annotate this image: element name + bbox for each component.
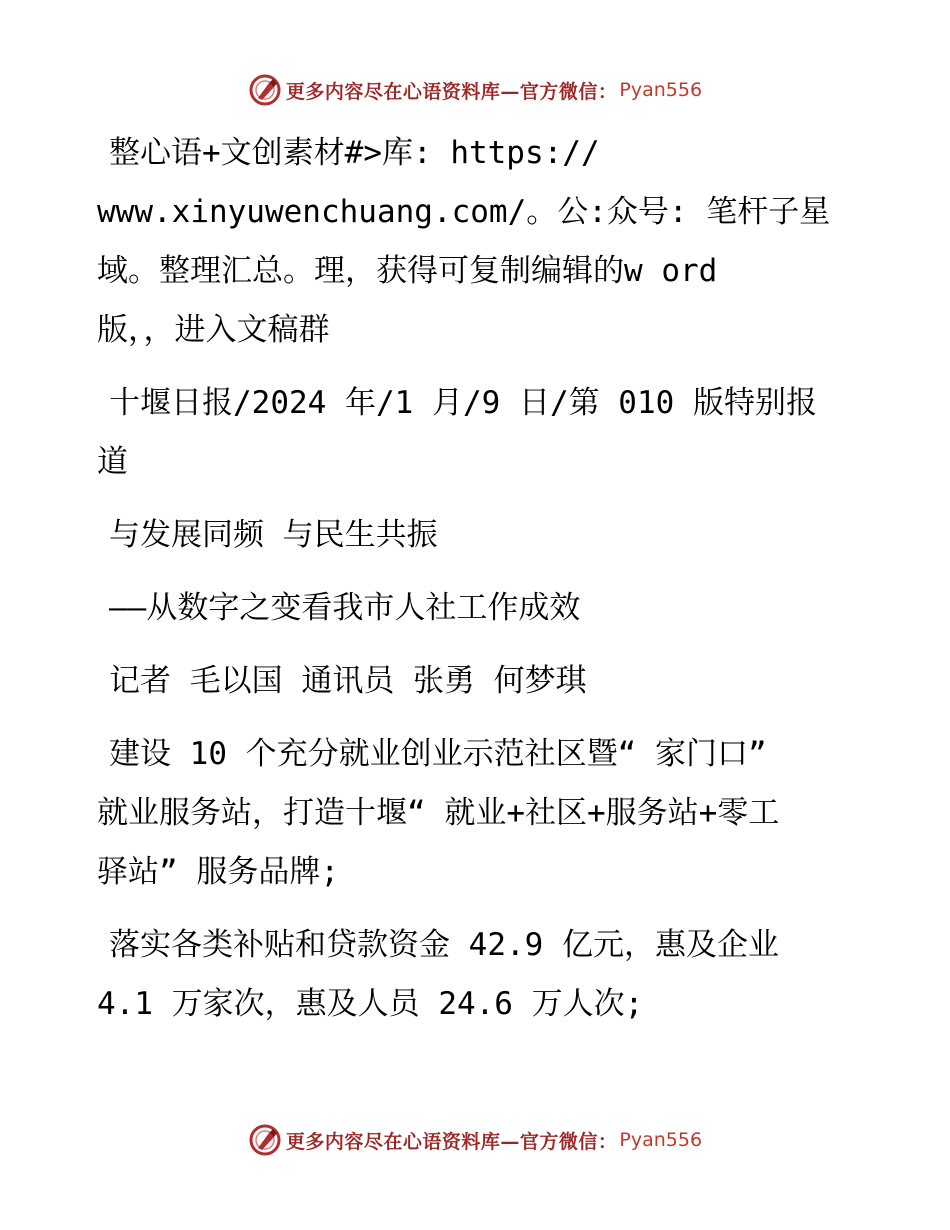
text-line: 版，，进入文稿群 <box>97 312 330 348</box>
paragraph-subsidies <box>97 916 857 1034</box>
text-line: 建设 10 个充分就业创业示范社区暨“ 家门口” <box>109 736 767 772</box>
banner-wechat-id: Pyan556 <box>619 1129 703 1151</box>
banner-text: 更多内容尽在心语资料库—官方微信： <box>285 1130 618 1153</box>
text-line: ——从数字之变看我市人社工作成效 <box>109 590 581 626</box>
pen-nib-logo-icon <box>248 73 282 107</box>
text-line: 落实各类补贴和贷款资金 42.9 亿元，惠及企业 <box>109 927 779 963</box>
banner-wechat-id: Pyan556 <box>619 79 703 101</box>
text-line: 十堰日报/2024 年/1 月/9 日/第 010 版特别报 <box>109 385 817 421</box>
text-line: 驿站” 服务品牌; <box>97 854 339 890</box>
paragraph-intro <box>97 124 857 360</box>
text-line: www.xinyuwenchuang.com/。公:众号: 笔杆子星 <box>97 194 831 230</box>
article-byline <box>97 652 857 711</box>
banner-text: 更多内容尽在心语资料库—官方微信： <box>285 80 618 103</box>
article-subtitle <box>97 579 857 638</box>
text-line: 与发展同频 与民生共振 <box>109 517 438 553</box>
text-line: 记者 毛以国 通讯员 张勇 何梦琪 <box>109 663 587 699</box>
text-line: 道 <box>97 444 128 480</box>
paragraph-source <box>97 374 857 492</box>
text-line: 4.1 万家次，惠及人员 24.6 万人次; <box>97 986 644 1022</box>
pen-nib-logo-icon <box>248 1123 282 1157</box>
text-line: 整心语+文创素材#>库: https:// <box>109 135 600 171</box>
text-line: 域。整理汇总。理，获得可复制编辑的w ord <box>97 253 718 289</box>
article-title <box>97 506 857 565</box>
text-line: 就业服务站，打造十堰“ 就业+社区+服务站+零工 <box>97 795 780 831</box>
paragraph-employment <box>97 725 857 902</box>
footer-watermark <box>0 1120 950 1160</box>
header-watermark <box>0 70 950 110</box>
document-body <box>97 124 857 1048</box>
